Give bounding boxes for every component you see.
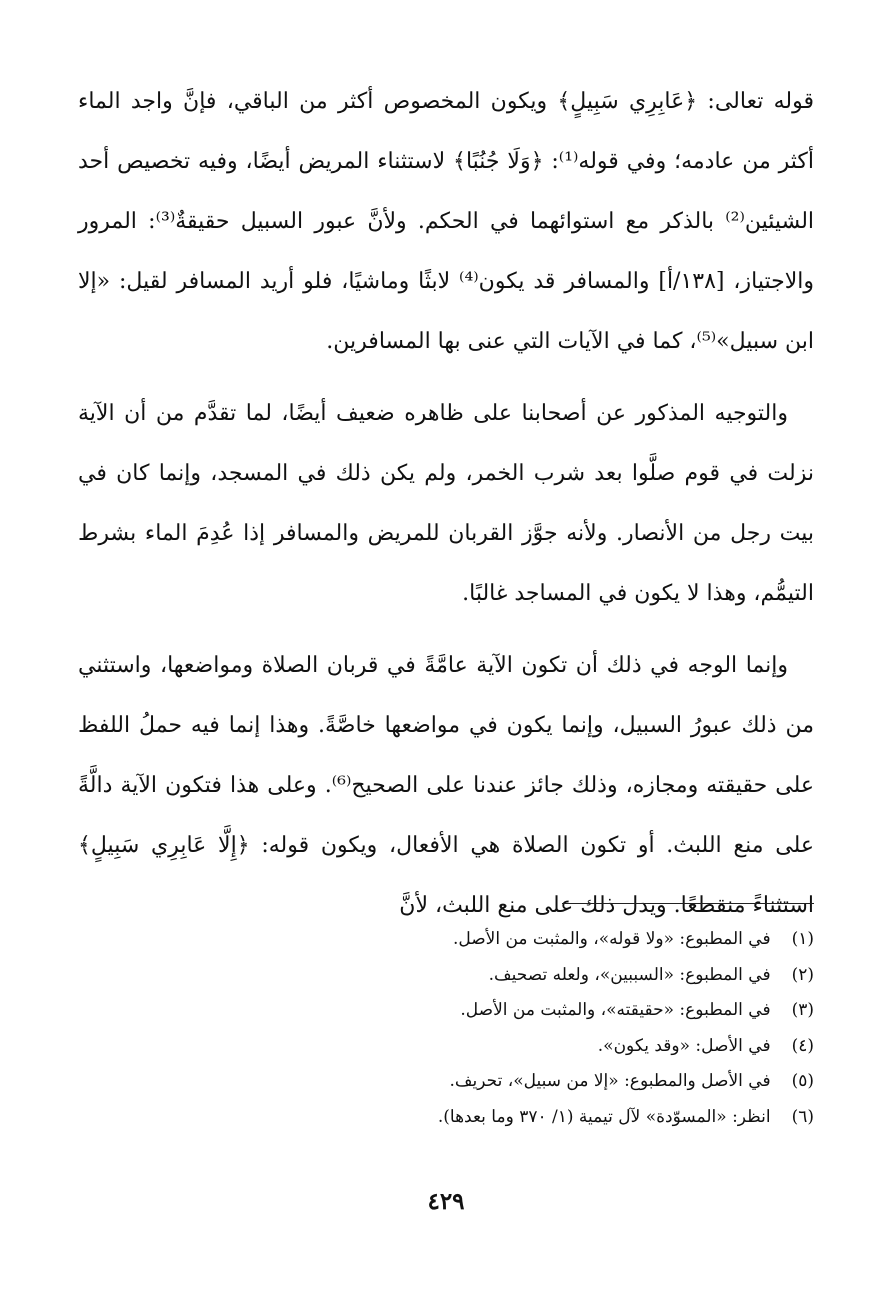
paragraph: وإنما الوجه في ذلك أن تكون الآية عامَّةً في قربان الصلاة ومواضعها، واستثني من ذلك عبورُ السبيل، وإنما يكون في مواضعها خاصَّةً. وهذا إنما فيه حملُ اللفظ على حقيقته ومجازه، وذلك جائز عندنا على الصحيح⁽⁶⁾. وعلى هذا فتكون الآية دالَّةً على منع اللبث. أو تكون الصلاة هي الأفعال، ويكون قوله: ﴿إِلَّا عَابِرِي سَبِيلٍ﴾ استثناءً منقطعًا. ويدل ذلك على منع اللبث، لأنَّ <box>78 653 814 918</box>
footnote-item <box>78 1100 814 1136</box>
footnote-separator <box>562 903 814 904</box>
footnote-item <box>78 1029 814 1065</box>
footnote-item <box>78 922 814 958</box>
paragraph: والتوجيه المذكور عن أصحابنا على ظاهره ضعيف أيضًا، لما تقدَّم من أن الآية نزلت في قوم صلَّوا بعد شرب الخمر، ولم يكن ذلك في المسجد، وإنما كان في بيت رجل من الأنصار. ولأنه جوَّز القربان للمريض والمسافر إذا عُدِمَ الماء بشرط التيمُّم، وهذا لا يكون في المساجد غالبًا. <box>78 401 814 606</box>
footnote-text: في الأصل والمطبوع: «إلا من سبيل»، تحريف. <box>449 1071 771 1091</box>
footnote-number: (٢) <box>791 964 814 985</box>
footnote-number: (٤) <box>791 1035 814 1056</box>
footnote-item <box>78 958 814 994</box>
paragraph: قوله تعالى: ﴿عَابِرِي سَبِيلٍ﴾ ويكون المخصوص أكثر من الباقي، فإنَّ واجد الماء أكثر من عادمه؛ وفي قوله⁽¹⁾: ﴿وَلَا جُنُبًا﴾ لاستثناء المريض أيضًا، وفيه تخصيص أحد الشيئين⁽²⁾ بالذكر مع استوائهما في الحكم. ولأنَّ عبور السبيل حقيقةٌ⁽³⁾: المرور والاجتياز، [١٣٨/أ] والمسافر قد يكون⁽⁴⁾ لابثًا وماشيًا، فلو أريد المسافر لقيل: «إلا ابن سبيل»⁽⁵⁾، كما في الآيات التي عنى بها المسافرين. <box>78 89 815 354</box>
footnote-number: (٣) <box>791 1000 814 1020</box>
footnote-text: في الأصل: «وقد يكون». <box>597 1035 771 1056</box>
footnote-text: في المطبوع: «حقيقته»، والمثبت من الأصل. <box>460 1000 771 1020</box>
footnote-text: في المطبوع: «السببين»، ولعله تصحيف. <box>488 964 771 985</box>
footnote-text: في المطبوع: «ولا قوله»، والمثبت من الأصل. <box>452 929 771 949</box>
main-text <box>78 72 814 936</box>
page-number: ٤٢٩ <box>427 1188 465 1215</box>
footnote-number: (٦) <box>791 1106 814 1127</box>
footnotes <box>78 922 814 1135</box>
footnote-number: (١) <box>791 929 814 949</box>
footnote-item <box>78 993 814 1029</box>
footnote-item <box>78 1064 814 1100</box>
footnote-number: (٥) <box>791 1071 814 1091</box>
footnote-text: انظر: «المسوّدة» لآل تيمية (١/ ٣٧٠ وما بعدها). <box>437 1106 771 1127</box>
